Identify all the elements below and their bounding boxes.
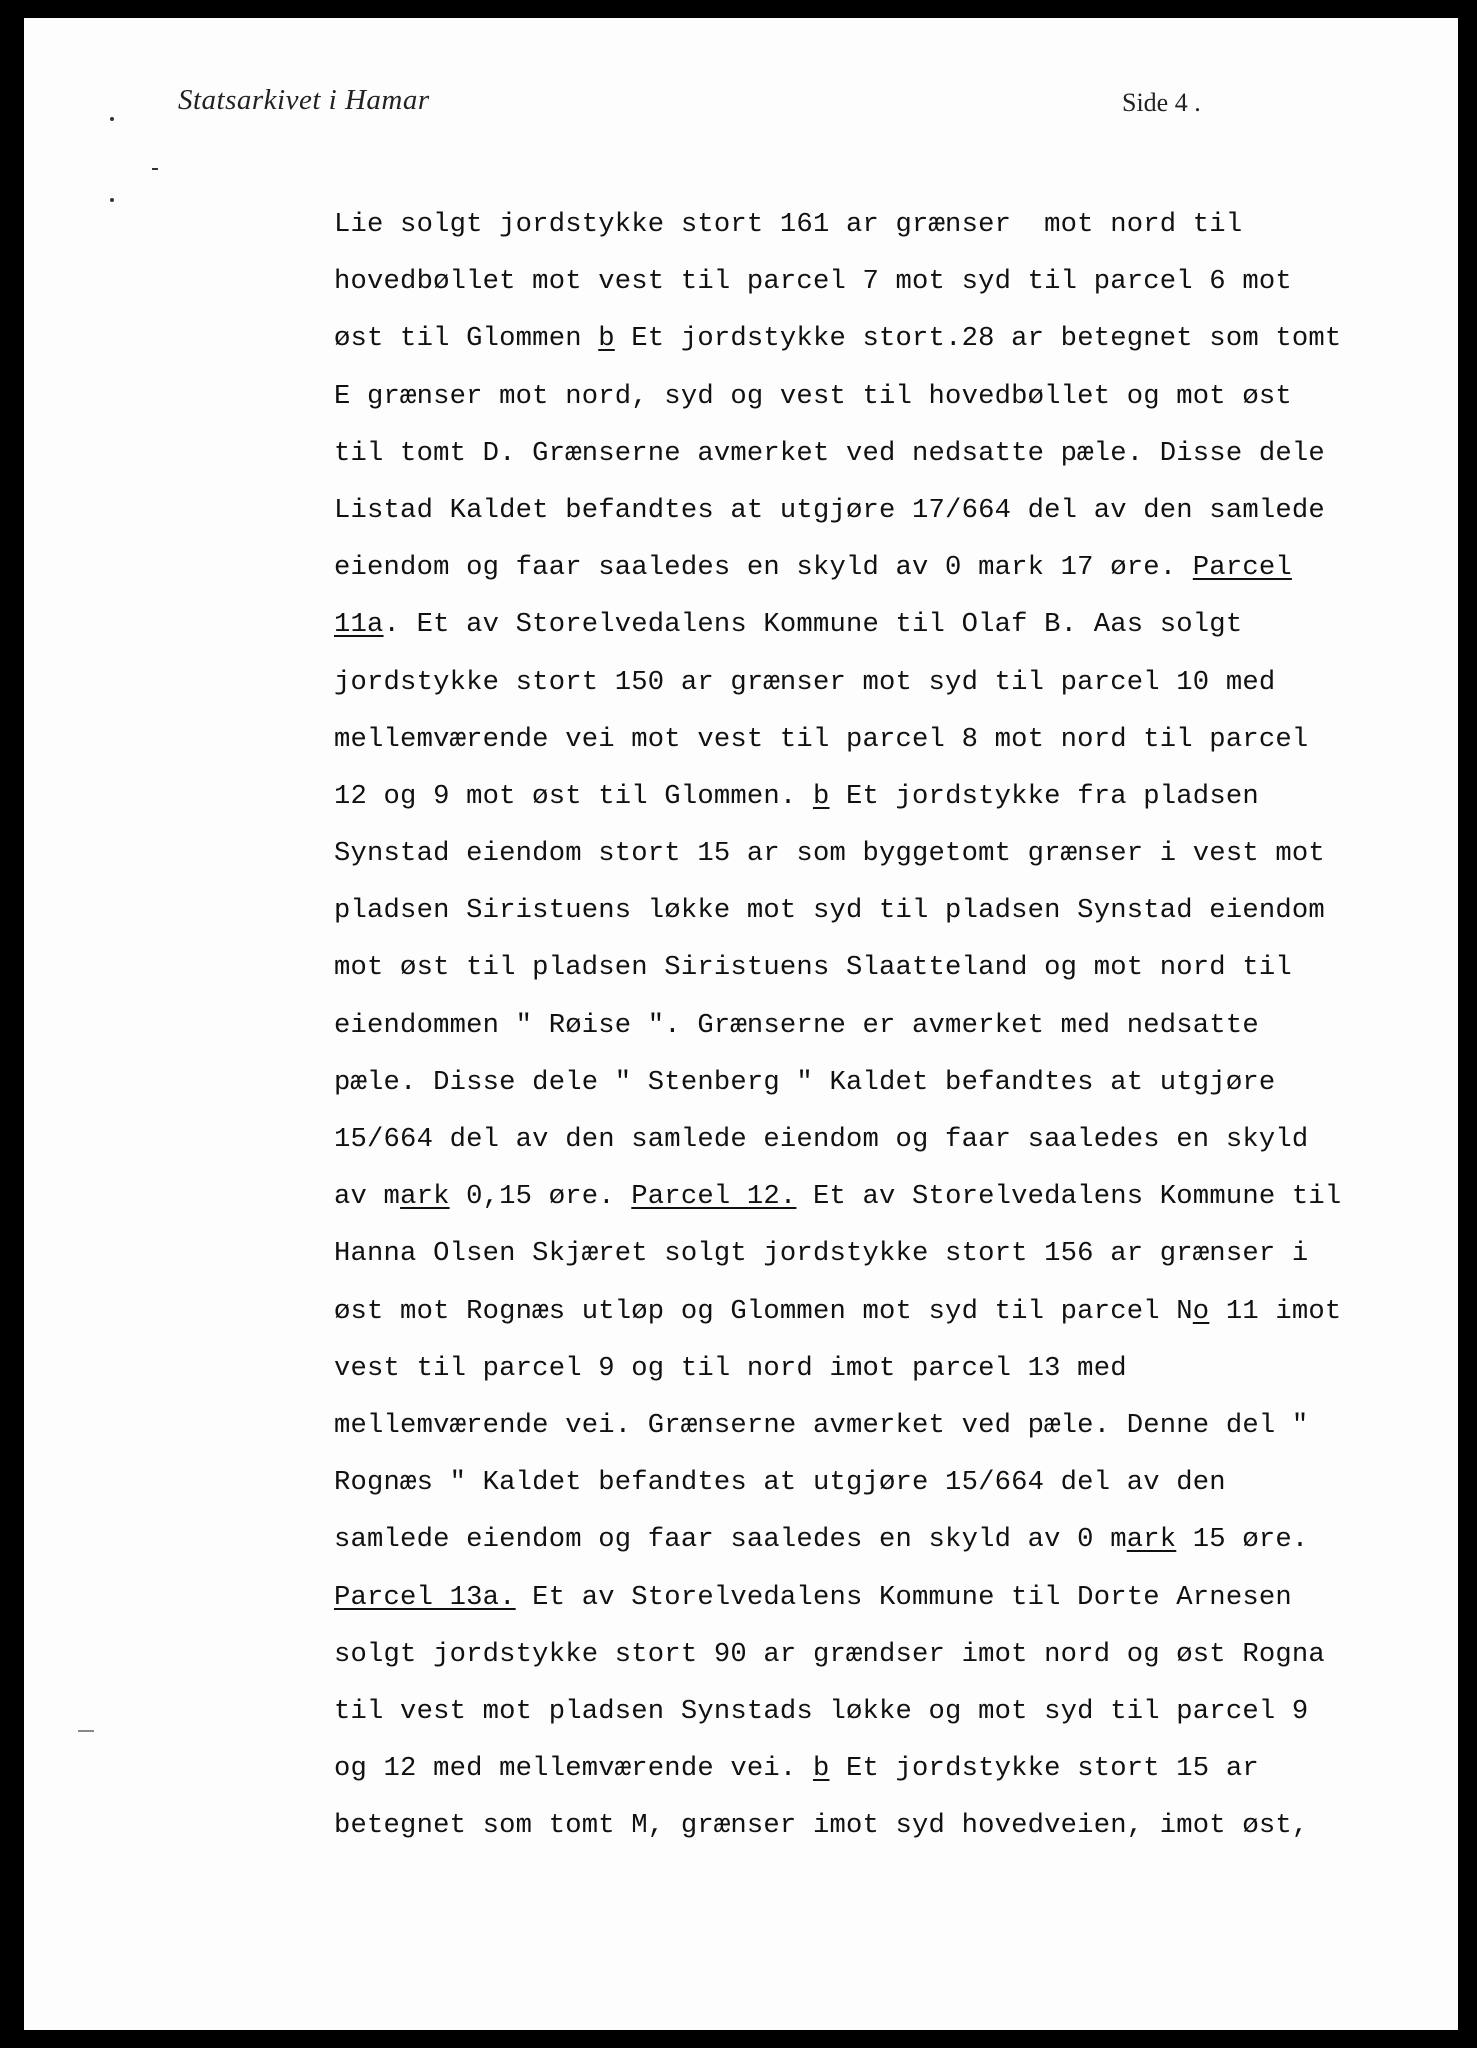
document-page — [24, 18, 1458, 2030]
underlined-text: Parcel 12. — [631, 1181, 797, 1213]
text-segment: øst mot Rognæs utløp og Glommen mot syd til parcel N — [334, 1295, 1193, 1327]
underlined-text: o — [1192, 1295, 1210, 1327]
text-segment: Et jordstykke stort 15 ar — [829, 1753, 1259, 1785]
text-segment: pladsen Siristuens løkke mot syd til pladsen Synstad eiendom — [334, 895, 1325, 927]
text-line — [334, 825, 1444, 882]
text-segment: mellemværende vei. Grænserne avmerket ved pæle. Denne del " — [334, 1409, 1309, 1441]
text-segment: Synstad eiendom stort 15 ar som byggetomt grænser i vest mot — [334, 838, 1325, 870]
text-segment: 0,15 øre. — [449, 1181, 632, 1213]
page-number: Side 4 . — [1122, 88, 1201, 117]
text-segment: vest til parcel 9 og til nord imot parcel 13 med — [334, 1352, 1127, 1384]
text-line — [334, 1283, 1444, 1340]
text-segment: Listad Kaldet befandtes at utgjøre 17/664 del av den samlede — [334, 494, 1325, 526]
text-segment: eiendom og faar saaledes en skyld av 0 mark 17 øre. — [334, 552, 1193, 584]
text-line — [334, 425, 1444, 482]
text-segment: 12 og 9 mot øst til Glommen. — [334, 780, 813, 812]
text-segment: øst til Glommen — [334, 323, 599, 355]
text-line — [334, 596, 1444, 653]
archive-header: Statsarkivet i Hamar — [178, 84, 430, 116]
underlined-text: ark — [1126, 1524, 1177, 1556]
text-line — [334, 253, 1444, 310]
text-segment: 15/664 del av den samlede eiendom og faar saaledes en skyld — [334, 1124, 1309, 1155]
transcribed-text — [334, 196, 1444, 1854]
text-segment: solgt jordstykke stort 90 ar grændser imot nord og øst Rogna — [334, 1638, 1325, 1670]
text-segment: Et jordstykke fra pladsen — [829, 780, 1259, 812]
text-line — [334, 482, 1444, 539]
text-segment: Lie solgt jordstykke stort 161 ar grænser mot nord til — [334, 209, 1243, 240]
text-line — [334, 1683, 1444, 1740]
text-line — [334, 882, 1444, 939]
text-line — [334, 1797, 1444, 1854]
text-segment: til vest mot pladsen Synstads løkke og mot syd til parcel 9 — [334, 1695, 1309, 1727]
text-segment: Hanna Olsen Skjæret solgt jordstykke stort 156 ar grænser i — [334, 1238, 1309, 1270]
text-line — [334, 1397, 1444, 1454]
margin-dash — [152, 168, 158, 170]
margin-dash — [78, 1730, 94, 1732]
margin-dot — [110, 198, 114, 202]
text-line — [334, 1225, 1444, 1282]
text-line — [334, 1111, 1444, 1168]
text-line — [334, 1626, 1444, 1683]
text-segment: jordstykke stort 150 ar grænser mot syd til parcel 10 med — [334, 666, 1276, 698]
text-segment: mellemværende vei mot vest til parcel 8 mot nord til parcel — [334, 723, 1309, 755]
underlined-text: b — [598, 323, 615, 355]
underlined-text: Parcel 13a. — [334, 1581, 516, 1613]
text-line — [334, 196, 1444, 253]
text-line — [334, 1054, 1444, 1111]
text-segment: Et av Storelvedalens Kommune til — [796, 1181, 1342, 1213]
text-segment: Et jordstykke stort.28 ar betegnet som tomt — [614, 323, 1342, 355]
text-line — [334, 939, 1444, 996]
underlined-text: b — [812, 780, 830, 812]
text-line — [334, 1569, 1444, 1626]
text-segment: samlede eiendom og faar saaledes en skyld av 0 m — [334, 1524, 1127, 1556]
text-segment: betegnet som tomt M, grænser imot syd hovedveien, imot øst, — [334, 1810, 1309, 1842]
text-line — [334, 1454, 1444, 1511]
text-line — [334, 1740, 1444, 1797]
margin-dot — [110, 117, 114, 121]
text-line — [334, 654, 1444, 711]
underlined-text: 11a — [334, 609, 384, 641]
text-line — [334, 711, 1444, 768]
text-segment: Et av Storelvedalens Kommune til Dorte Arnesen — [515, 1581, 1292, 1613]
text-segment: til tomt D. Grænserne avmerket ved nedsatte pæle. Disse dele — [334, 437, 1325, 469]
text-line — [334, 997, 1444, 1054]
underlined-text: b — [812, 1753, 830, 1785]
text-segment: eiendommen " Røise ". Grænserne er avmerket med nedsatte — [334, 1009, 1259, 1041]
text-segment: mot øst til pladsen Siristuens Slaatteland og mot nord til — [334, 952, 1292, 984]
text-line — [334, 368, 1444, 425]
text-segment: Rognæs " Kaldet befandtes at utgjøre 15/664 del av den — [334, 1467, 1226, 1499]
text-segment: 11 imot — [1209, 1295, 1342, 1327]
underlined-text: ark — [400, 1181, 450, 1213]
underlined-text: Parcel — [1192, 552, 1292, 584]
text-segment: . Et av Storelvedalens Kommune til Olaf B. Aas solgt — [383, 609, 1243, 641]
text-segment: 15 øre. — [1176, 1524, 1309, 1556]
text-line — [334, 310, 1444, 367]
text-segment: hovedbøllet mot vest til parcel 7 mot syd til parcel 6 mot — [334, 266, 1292, 298]
text-segment: og 12 med mellemværende vei. — [334, 1753, 813, 1785]
text-line — [334, 539, 1444, 596]
text-line — [334, 1511, 1444, 1568]
text-segment: E grænser mot nord, syd og vest til hovedbøllet og mot øst — [334, 380, 1292, 412]
text-line — [334, 1168, 1444, 1225]
text-line — [334, 768, 1444, 825]
text-segment: av m — [334, 1181, 401, 1213]
text-segment: pæle. Disse dele " Stenberg " Kaldet befandtes at utgjøre — [334, 1066, 1276, 1098]
text-line — [334, 1340, 1444, 1397]
